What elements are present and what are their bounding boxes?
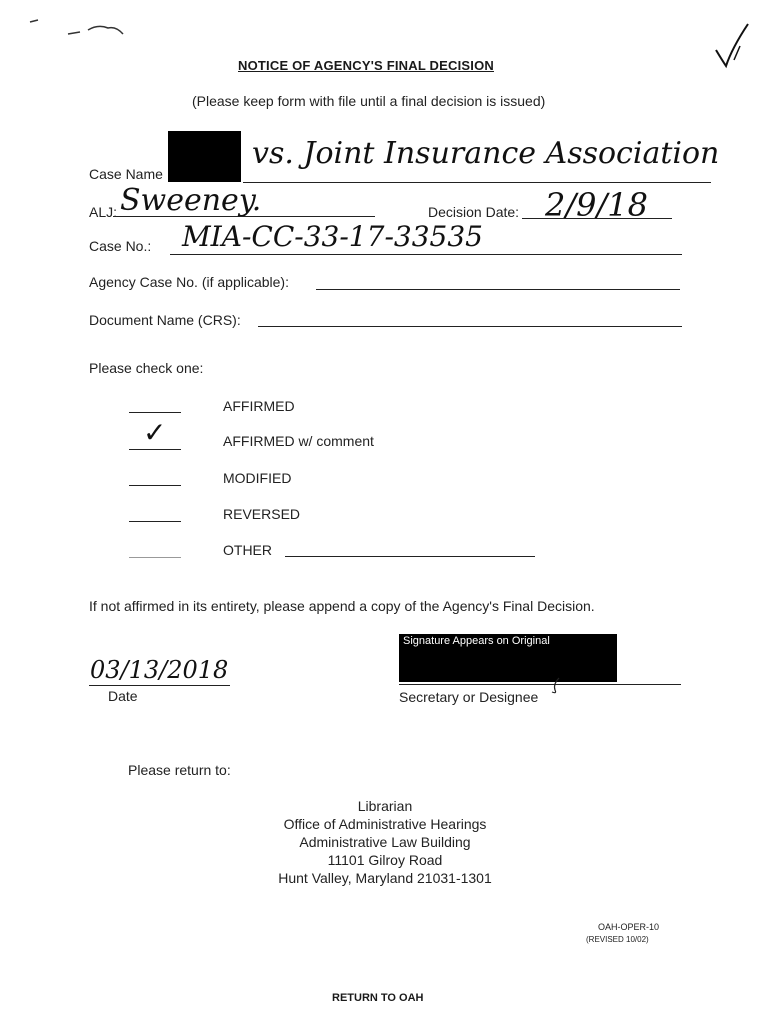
form-revised: (REVISED 10/02)	[586, 935, 649, 944]
checkbox-line-other	[129, 557, 181, 558]
corner-scribble	[28, 14, 138, 44]
checkbox-line-affirmed-comment	[129, 449, 181, 450]
alj-value: Sweeney.	[120, 183, 262, 218]
option-affirmed: AFFIRMED	[223, 398, 295, 414]
document-name-label: Document Name (CRS):	[89, 312, 241, 328]
signer-label: Secretary or Designee	[399, 689, 539, 705]
case-no-line	[170, 254, 682, 255]
address-line: 11101 Gilroy Road	[327, 852, 443, 868]
decision-date-value: 2/9/18	[545, 186, 648, 224]
other-fill-line	[285, 556, 535, 557]
signature-redaction	[399, 634, 617, 682]
case-name-label: Case Name	[89, 166, 163, 182]
signature-date-value: 03/13/2018	[90, 656, 229, 684]
checkbox-line-affirmed	[129, 412, 181, 413]
address-line: Administrative Law Building	[299, 834, 471, 850]
date-label: Date	[108, 688, 138, 704]
form-subtitle: (Please keep form with file until a final decision is issued)	[192, 93, 546, 109]
return-prompt: Please return to:	[128, 762, 231, 778]
address-line: Librarian	[357, 798, 413, 814]
instruction-text: If not affirmed in its entirety, please append a copy of the Agency's Final Decision.	[89, 598, 595, 614]
case-no-label: Case No.:	[89, 238, 152, 254]
checkmark-icon	[712, 20, 752, 72]
signature-flourish	[549, 676, 563, 696]
checkbox-line-reversed	[129, 521, 181, 522]
signature-redaction-text: Signature Appears on Original	[403, 635, 550, 647]
alj-line	[113, 216, 375, 217]
option-modified: MODIFIED	[223, 470, 292, 486]
option-other: OTHER	[223, 542, 272, 558]
address-line: Hunt Valley, Maryland 21031-1301	[278, 870, 492, 886]
date-line	[89, 685, 230, 686]
form-code: OAH-OPER-10	[598, 922, 660, 932]
agency-case-label: Agency Case No. (if applicable):	[89, 274, 289, 290]
return-address	[230, 797, 540, 887]
check-prompt: Please check one:	[89, 360, 204, 376]
redaction-box	[168, 131, 241, 182]
check-mark: ✓	[143, 416, 167, 449]
decision-date-line	[522, 218, 672, 219]
address-line: Office of Administrative Hearings	[283, 816, 487, 832]
form-title: NOTICE OF AGENCY'S FINAL DECISION	[238, 58, 494, 73]
case-no-value: MIA-CC-33-17-33535	[182, 220, 483, 253]
option-reversed: REVERSED	[223, 506, 301, 522]
option-affirmed-comment: AFFIRMED w/ comment	[223, 433, 374, 449]
agency-case-line	[316, 289, 680, 290]
alj-label: ALJ:	[89, 204, 118, 220]
decision-date-label: Decision Date:	[428, 204, 520, 220]
document-name-line	[258, 326, 682, 327]
checkbox-line-modified	[129, 485, 181, 486]
footer-return: RETURN TO OAH	[332, 992, 424, 1004]
signature-line	[399, 684, 681, 685]
case-name-value: vs. Joint Insurance Association	[252, 136, 720, 171]
case-name-line	[243, 182, 711, 183]
